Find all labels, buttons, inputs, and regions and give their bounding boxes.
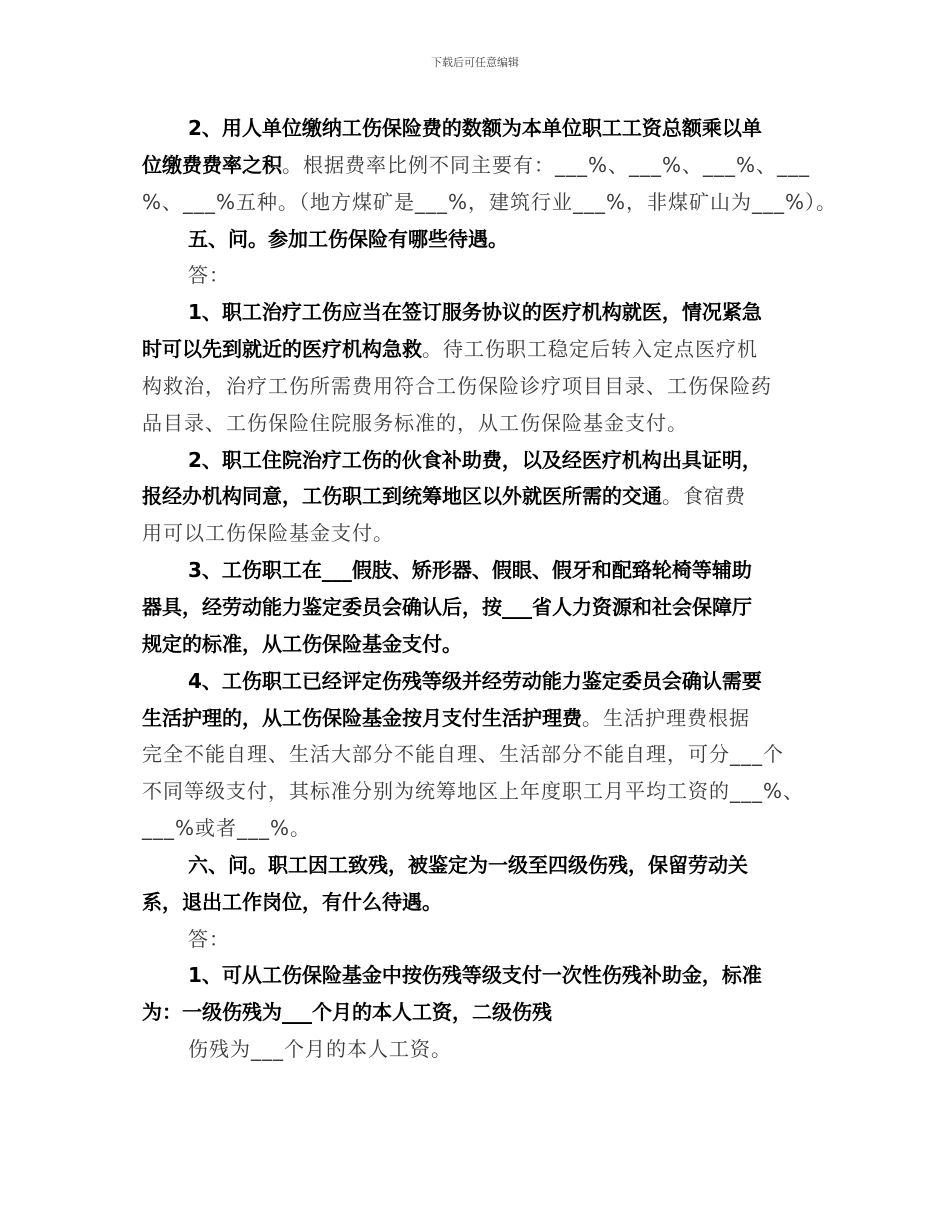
text-line — [142, 552, 812, 589]
text-line — [142, 478, 812, 515]
regular-text: 伤残为___个月的本人工资。 — [188, 1037, 452, 1062]
bold-text: 1、可从工伤保险基金中按伤残等级支付一次性伤残补助金，标准 — [188, 963, 762, 988]
text-line — [142, 736, 812, 773]
text-line — [142, 368, 812, 405]
bold-text: 2、职工住院治疗工伤的伙食补助费，以及经医疗机构出具证明， — [188, 447, 762, 472]
bold-text: 器具，经劳动能力鉴定委员会确认后，按___省人力资源和社会保障厅 — [142, 594, 752, 619]
text-line — [142, 589, 812, 626]
text-line — [142, 147, 812, 184]
bold-text: 六、问。职工因工致残，被鉴定为一级至四级伤残，保留劳动关 — [188, 852, 748, 877]
bold-text: 2、用人单位缴纳工伤保险费的数额为本单位职工工资总额乘以单 — [188, 116, 762, 140]
bold-text: 时可以先到就近的医疗机构急救 — [142, 337, 422, 362]
page-header: 下载后可任意编辑 — [431, 56, 519, 69]
text-line — [142, 810, 812, 847]
bold-text: 位缴费费率之积 — [142, 152, 282, 177]
bold-text: 为：一级伤残为___个月的本人工资，二级伤残 — [142, 1000, 552, 1025]
regular-text: 品目录、工伤保险住院服务标准的，从工伤保险基金支付。 — [142, 410, 688, 435]
bold-text: 报经办机构同意，工伤职工到统筹地区以外就医所需的交通 — [142, 484, 662, 509]
bold-text: 1、职工治疗工伤应当在签订服务协议的医疗机构就医，情况紧急 — [188, 300, 762, 325]
text-line — [142, 700, 812, 737]
regular-text: 完全不能自理、生活大部分不能自理、生活部分不能自理，可分___个 — [142, 742, 784, 767]
regular-text: 答： — [188, 926, 230, 951]
regular-text: 答： — [188, 263, 230, 288]
text-line — [142, 110, 812, 147]
text-line — [142, 847, 812, 884]
text-line — [142, 184, 838, 221]
regular-text: 不同等级支付，其标准分别为统筹地区上年度职工月平均工资的___%、 — [142, 779, 805, 804]
regular-text: %、___%五种。（地方煤矿是___%，建筑行业___%，非煤矿山为___%）。 — [142, 189, 838, 214]
regular-text: 构救治，治疗工伤所需费用符合工伤保险诊疗项目目录、工伤保险药 — [142, 373, 772, 398]
text-line — [142, 405, 812, 442]
bold-text: 五、问。参加工伤保险有哪些待遇。 — [188, 226, 508, 251]
text-line — [142, 994, 812, 1031]
regular-text: 。生活护理费根据 — [582, 705, 750, 730]
text-line — [142, 663, 812, 700]
text-line — [142, 884, 812, 921]
text-line — [142, 626, 812, 663]
regular-text: 。根据费率比例不同主要有：___%、___%、___%、___ — [282, 152, 811, 177]
bold-text: 规定的标准，从工伤保险基金支付。 — [142, 631, 462, 656]
regular-text: 。待工伤职工稳定后转入定点医疗机 — [422, 337, 758, 362]
regular-text: 用可以工伤保险基金支付。 — [142, 521, 394, 546]
text-line — [142, 257, 812, 294]
text-line — [142, 294, 812, 331]
bold-text: 4、工伤职工已经评定伤残等级并经劳动能力鉴定委员会确认需要 — [188, 668, 762, 693]
text-line — [142, 515, 812, 552]
regular-text: ___%或者___%。 — [142, 816, 312, 841]
regular-text: 。食宿费 — [662, 484, 746, 509]
bold-text: 系，退出工作岗位，有什么待遇。 — [142, 889, 442, 914]
bold-text: 3、工伤职工在___假肢、矫形器、假眼、假牙和配臵轮椅等辅助 — [188, 558, 752, 583]
text-line — [142, 957, 812, 994]
bold-text: 生活护理的，从工伤保险基金按月支付生活护理费 — [142, 705, 582, 730]
document-body — [142, 110, 838, 1068]
text-line — [142, 921, 812, 958]
text-line — [142, 331, 812, 368]
text-line — [142, 442, 812, 479]
text-line — [142, 221, 812, 258]
text-line — [142, 773, 812, 810]
text-line — [142, 1031, 812, 1068]
